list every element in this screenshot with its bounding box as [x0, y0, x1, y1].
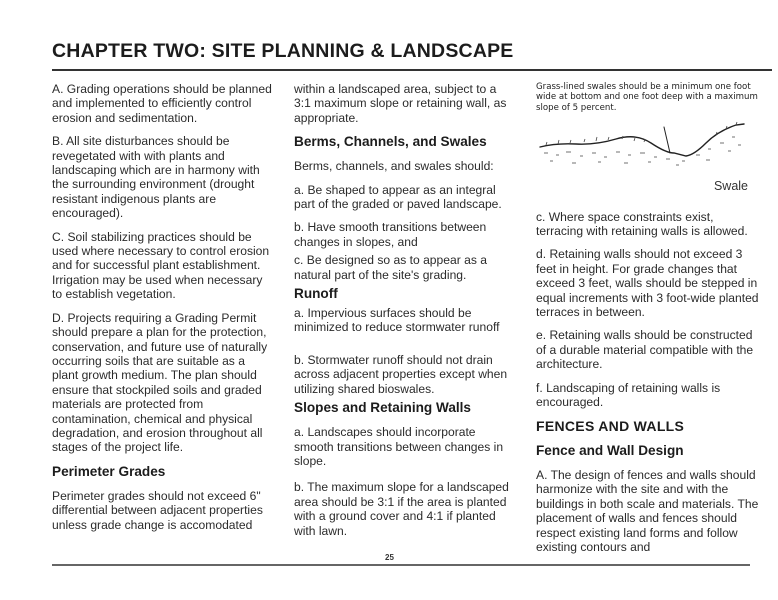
heading-fence-wall-design: Fence and Wall Design: [536, 442, 684, 458]
paragraph-slopes-a: a. Landscapes should incorporate smooth transitions between changes in slope.: [294, 425, 504, 468]
swale-figure-label: Swale: [713, 179, 748, 194]
paragraph-continued: within a landscaped area, subject to a 3:1 maximum slope or retaining wall, as appropriate.: [294, 82, 507, 125]
paragraph-disturbances-b: B. All site disturbances should be revegetated with with plants and landscaping which are in harmony with the surrounding environment (drought resistant indigenous plants are encouraged).: [52, 134, 260, 221]
paragraph-perimeter-grades: Perimeter grades should not exceed 6" differential between adjacent properties unless grade change is accomodated: [52, 488, 263, 532]
paragraph-terracing-c: c. Where space constraints exist, terracing with retaining walls is allowed.: [536, 209, 748, 239]
swale-illustration: [536, 115, 746, 173]
paragraph-berms-c: c. Be designed so as to appear as a natural part of the site's grading.: [294, 253, 487, 282]
column-middle: [294, 82, 510, 547]
paragraph-retaining-material-e: e. Retaining walls should be constructed of a durable material compatible with the architecture.: [536, 328, 754, 372]
heading-berms-channels-swales: Berms, Channels, and Swales: [294, 134, 487, 150]
paragraph-berms-a: a. Be shaped to appear as an integral part of the graded or paved landscape.: [294, 182, 502, 212]
heading-fences-and-walls: FENCES AND WALLS: [536, 417, 685, 434]
heading-runoff: Runoff: [294, 286, 338, 302]
paragraph-soil-c: C. Soil stabilizing practices should be used where necessary to control erosion and for successful plant establishment. Irrigation may be used when necessary to establish vegetation.: [52, 229, 270, 302]
paragraph-berms-b: b. Have smooth transitions between changes in slopes, and: [294, 220, 487, 249]
page-number: 25: [385, 553, 394, 562]
column-left: [52, 82, 272, 541]
paragraph-grading-permit-d: D. Projects requiring a Grading Permit should prepare a plan for the protection, conservation, and future use of naturally occurring soils that are suitable as a plant growth medium. The plan should ensure that stockpiled soils and graded materials are protected from contamination, chemical and physical degradation, and erosion throughout all stages of the project life.: [52, 310, 268, 455]
swale-figure-caption: Grass-lined swales should be a minimum one foot wide at bottom and one foot deep with a maximum slope of 5 percent.: [536, 82, 758, 113]
swale-marker-line: [664, 127, 670, 153]
soil-texture: [544, 137, 741, 165]
paragraph-runoff-b: b. Stormwater runoff should not drain across adjacent properties except when utilizing shared bioswales.: [294, 352, 508, 396]
paragraph-berms-intro: Berms, channels, and swales should:: [294, 159, 494, 174]
paragraph-retaining-landscaping-f: f. Landscaping of retaining walls is encouraged.: [536, 380, 721, 410]
paragraph-runoff-a: a. Impervious surfaces should be minimized to reduce stormwater runoff: [294, 306, 500, 335]
paragraph-retaining-height-d: d. Retaining walls should not exceed 3 feet in height. For grade changes that exceed 3 feet, walls should be stepped in equal increments with 3 foot-wide planted terraces in between.: [536, 247, 759, 320]
paragraph-grading-a: A. Grading operations should be planned and implemented to efficiently control erosion and sedimentation.: [52, 82, 272, 125]
footer-divider: [52, 564, 750, 566]
chapter-title: CHAPTER TWO: SITE PLANNING & LANDSCAPE: [52, 40, 514, 62]
heading-slopes-retaining-walls: Slopes and Retaining Walls: [294, 400, 471, 416]
heading-perimeter-grades: Perimeter Grades: [52, 463, 166, 479]
title-divider: [52, 69, 772, 71]
paragraph-slopes-b: b. The maximum slope for a landscaped area should be 3:1 if the area is planted with a ground cover and 4:1 if planted with lawn.: [294, 480, 509, 538]
paragraph-fence-design-a: A. The design of fences and walls should harmonize with the site and with the buildings in both scale and materials. The placement of walls and fences should respect existing land forms and follow existing contours and: [536, 467, 759, 554]
column-right: [536, 82, 762, 563]
